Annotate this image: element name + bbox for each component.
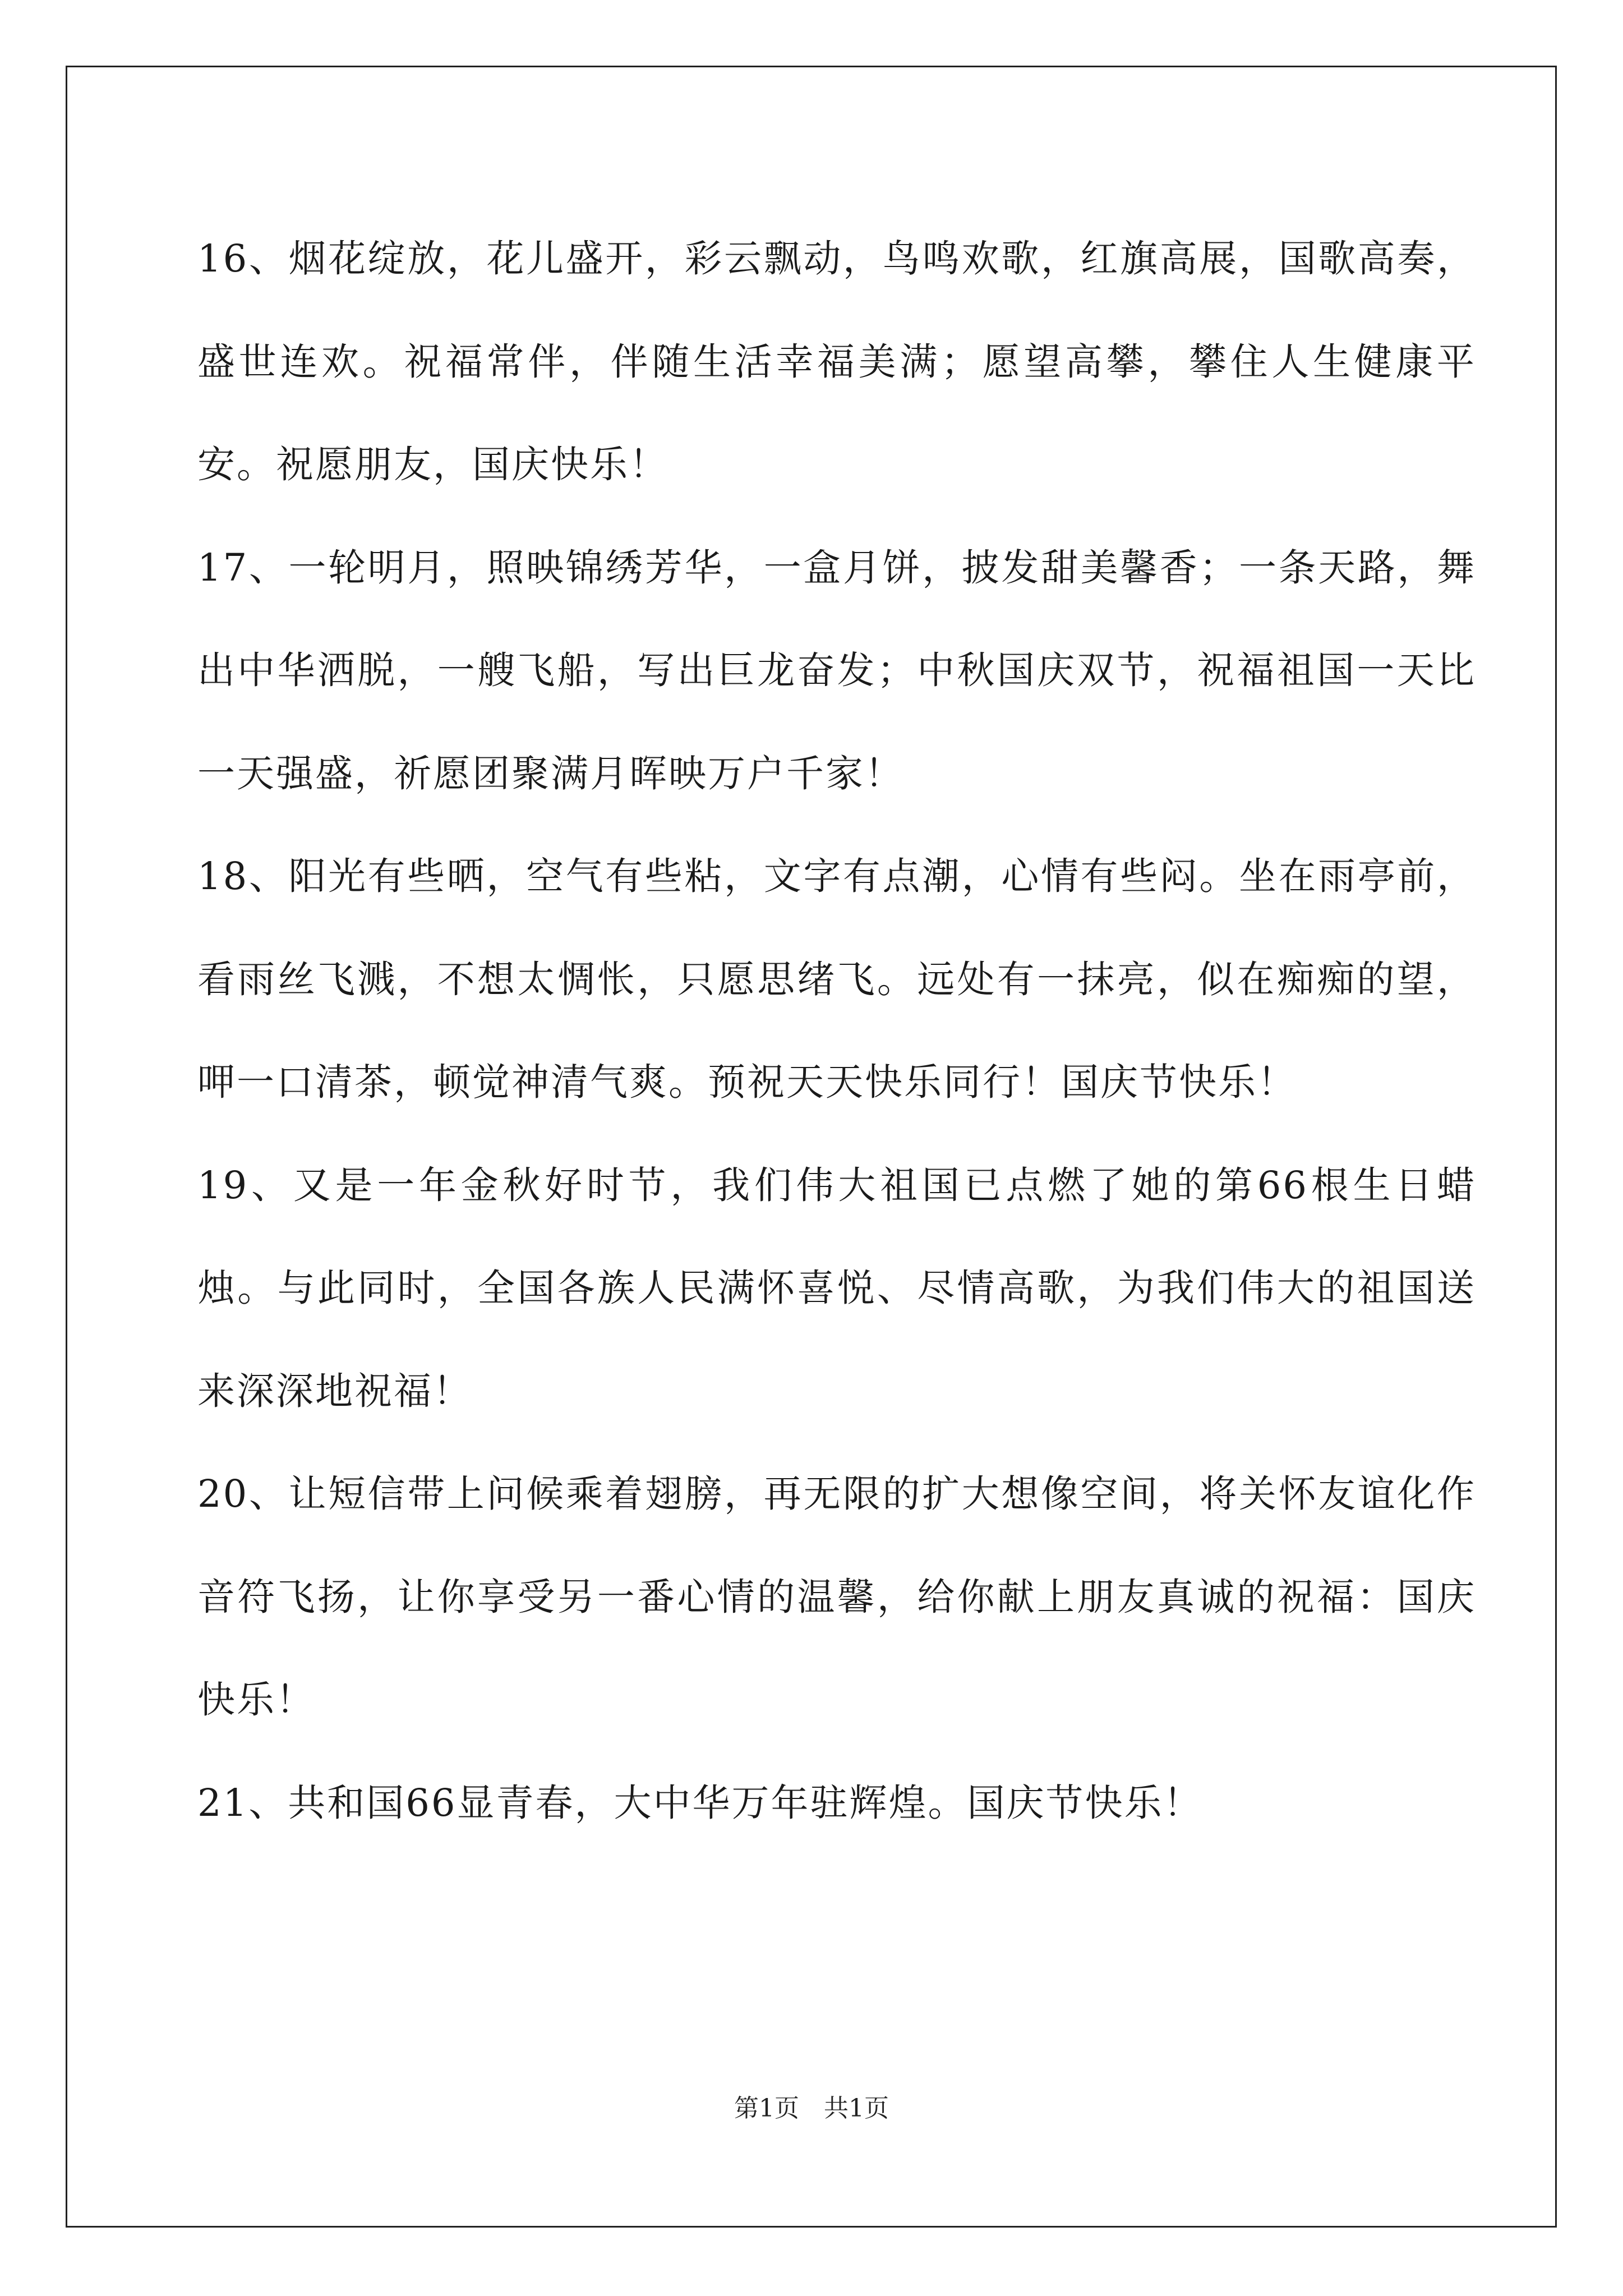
paragraph-20: 20、让短信带上问候乘着翅膀，再无限的扩大想像空间，将关怀友谊化作音符飞扬，让你享受另一番心情的温馨，给你献上朋友真诚的祝福：国庆快乐！: [197, 1472, 1476, 1722]
paragraph-21: 21、共和国66显青春，大中华万年驻辉煌。国庆节快乐！: [197, 1780, 1203, 1825]
paragraph-18: 18、阳光有些晒，空气有些粘，文字有点潮，心情有些闷。坐在雨亭前，看雨丝飞溅，不想太惆怅，只愿思绪飞。远处有一抹亮，似在痴痴的望，呷一口清茶，顿觉神清气爽。预祝天天快乐同行！国庆节快乐！: [197, 854, 1476, 1104]
paragraph-16: 16、烟花绽放，花儿盛开，彩云飘动，鸟鸣欢歌，红旗高展，国歌高奏，盛世连欢。祝福常伴，伴随生活幸福美满；愿望高攀，攀住人生健康平安。祝愿朋友，国庆快乐！: [197, 237, 1476, 486]
document-body: [197, 208, 1476, 1855]
paragraph-17: 17、一轮明月，照映锦绣芳华，一盒月饼，披发甜美馨香；一条天路，舞出中华洒脱，一艘飞船，写出巨龙奋发；中秋国庆双节，祝福祖国一天比一天强盛，祈愿团聚满月晖映万户千家！: [197, 545, 1476, 795]
page-footer: 第1页 共1页: [734, 2094, 889, 2123]
paragraph-19: 19、又是一年金秋好时节，我们伟大祖国已点燃了她的第66根生日蜡烛。与此同时，全国各族人民满怀喜悦、尽情高歌，为我们伟大的祖国送来深深地祝福！: [197, 1163, 1476, 1413]
